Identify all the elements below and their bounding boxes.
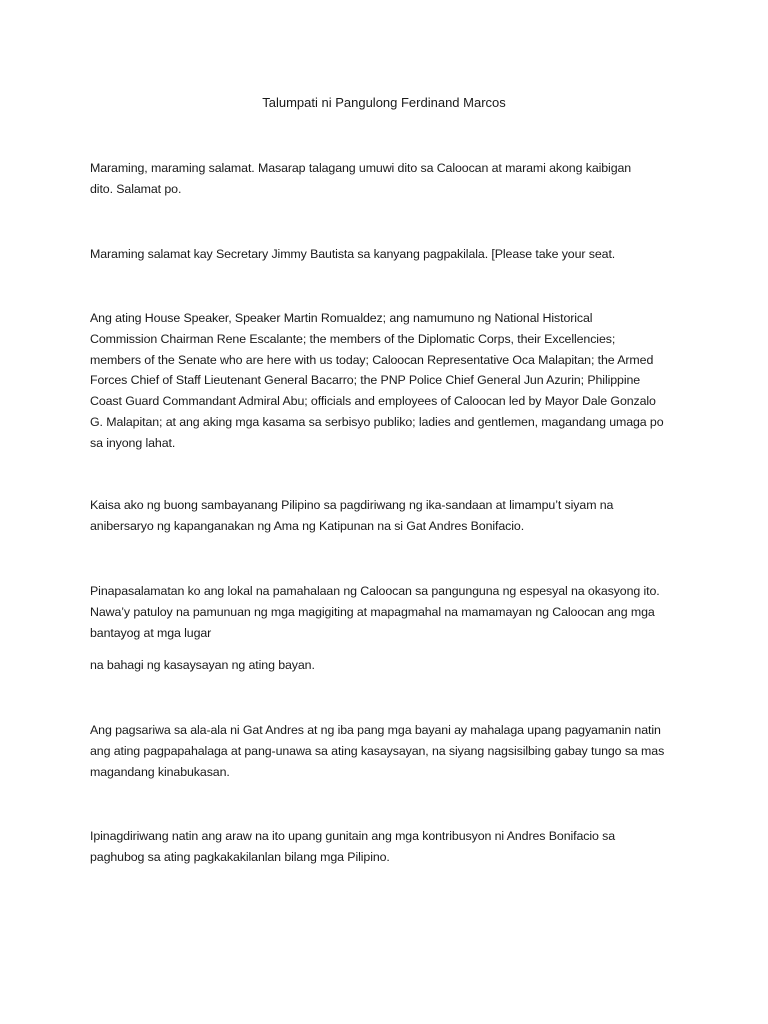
paragraph-line: magandang kinabukasan. <box>90 764 230 779</box>
paragraph-line: dito. Salamat po. <box>90 181 182 196</box>
paragraph-line: G. Malapitan; at ang aking mga kasama sa serbisyo publiko; ladies and gentlemen, magandang umaga po <box>90 414 664 429</box>
paragraph-remembrance <box>90 720 690 782</box>
paragraph-line: Maraming salamat kay Secretary Jimmy Bautista sa kanyang pagpakilala. [Please take your seat. <box>90 247 616 261</box>
paragraph-anniversary <box>90 495 690 537</box>
paragraph-thanks-secretary <box>90 244 690 265</box>
paragraph-line: Commission Chairman Rene Escalante; the members of the Diplomatic Corps, their Excellencies; <box>90 331 616 346</box>
paragraph-line: Pinapasalamatan ko ang lokal na pamahalaan ng Caloocan sa pangunguna ng espesyal na okasyong ito. <box>90 584 660 598</box>
paragraph-line: Nawa’y patuloy na pamunuan ng mga magigiting at mapagmahal na mamamayan ng Caloocan ang mga <box>90 604 655 619</box>
paragraph-line: Ang ating House Speaker, Speaker Martin Romualdez; ang namumuno ng National Historical <box>90 311 593 325</box>
paragraph-line: Maraming, maraming salamat. Masarap talagang umuwi dito sa Caloocan at marami akong kaibigan <box>90 161 632 175</box>
paragraph-line: members of the Senate who are here with us today; Caloocan Representative Oca Malapitan; the Armed <box>90 352 654 367</box>
paragraph-history <box>90 655 690 676</box>
paragraph-line: Coast Guard Commandant Admiral Abu; officials and employees of Caloocan led by Mayor Dale Gonzalo <box>90 394 656 409</box>
paragraph-line: anibersaryo ng kapanganakan ng Ama ng Katipunan na si Gat Andres Bonifacio. <box>90 518 525 533</box>
paragraph-line: sa inyong lahat. <box>90 435 176 450</box>
paragraph-line: Ang pagsariwa sa ala-ala ni Gat Andres at ng iba pang mga bayani ay mahalaga upang pagyamanin natin <box>90 723 661 737</box>
paragraph-line: bantayog at mga lugar <box>90 625 212 640</box>
document-title: Talumpati ni Pangulong Ferdinand Marcos <box>262 95 506 110</box>
paragraph-line: Forces Chief of Staff Lieutenant General Bacarro; the PNP Police Chief General Jun Azurin; Philippine <box>90 373 641 388</box>
paragraph-line: paghubog sa ating pagkakakilanlan bilang mga Pilipino. <box>90 849 390 864</box>
paragraph-greeting <box>90 158 690 200</box>
paragraph-local-government <box>90 581 690 643</box>
paragraph-line: na bahagi ng kasaysayan ng ating bayan. <box>90 658 315 672</box>
paragraph-acknowledgements <box>90 308 690 454</box>
paragraph-line: Kaisa ako ng buong sambayanang Pilipino sa pagdiriwang ng ika-sandaan at limampu’t siyam na <box>90 498 614 512</box>
paragraph-line: ang ating pagpapahalaga at pang-unawa sa ating kasaysayan, na siyang nagsisilbing gabay tungo sa mas <box>90 743 665 758</box>
paragraph-line: Ipinagdiriwang natin ang araw na ito upang gunitain ang mga kontribusyon ni Andres Bonifacio sa <box>90 829 616 843</box>
paragraph-celebration <box>90 826 690 868</box>
